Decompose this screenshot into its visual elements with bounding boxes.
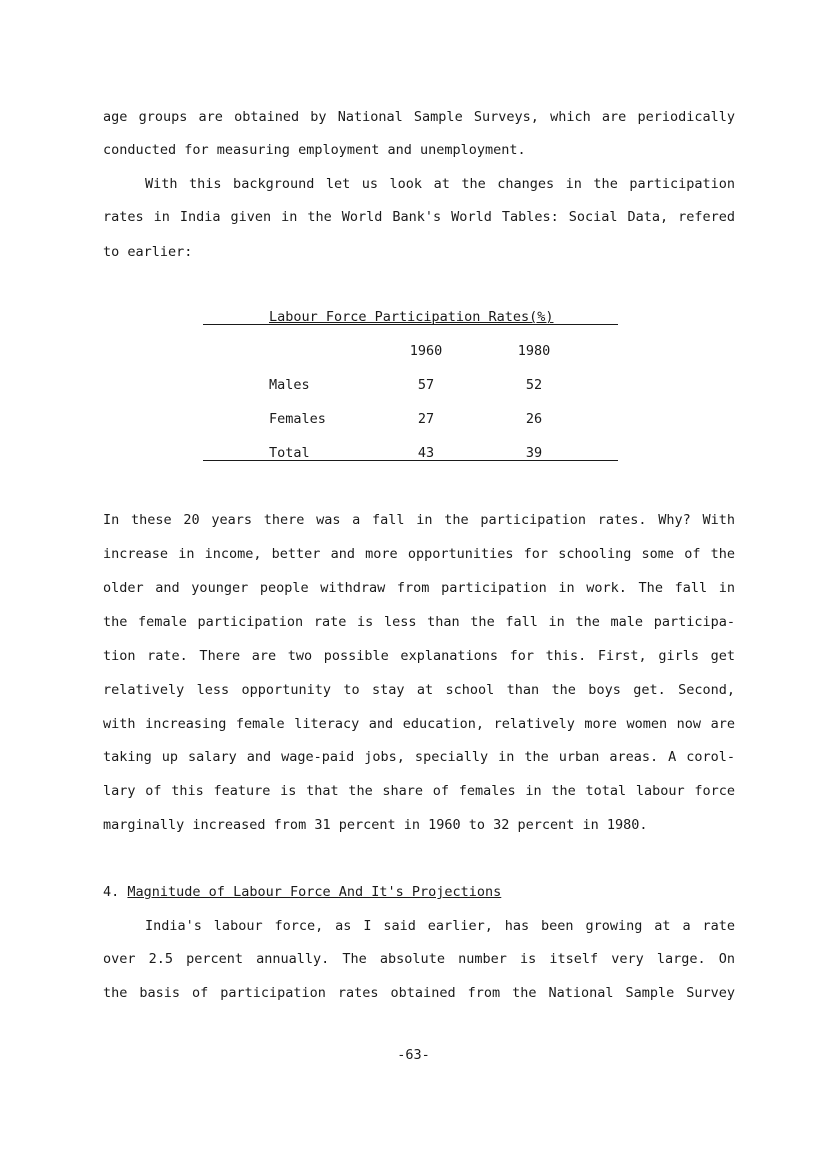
row-label: Total — [269, 445, 310, 461]
text-line: to earlier: — [103, 244, 193, 260]
text-line: tion rate. There are two possible explanations for this. First, girls get — [103, 648, 735, 664]
text-line: relatively less opportunity to stay at school than the boys get. Second, — [103, 682, 735, 698]
table-cell: 27 — [417, 411, 435, 427]
table-bottom-rule — [203, 460, 618, 461]
column-header: 1980 — [517, 343, 551, 359]
text-line: older and younger people withdraw from participation in work. The fall in — [103, 580, 735, 596]
table-title: Labour Force Participation Rates(%) — [269, 309, 554, 325]
table-cell: 43 — [417, 445, 435, 461]
table-cell: 39 — [525, 445, 543, 461]
text-line: lary of this feature is that the share of females in the total labour force — [103, 783, 735, 799]
text-line: rates in India given in the World Bank's World Tables: Social Data, refered — [103, 209, 735, 225]
participation-rates-table — [203, 306, 618, 464]
row-label: Females — [269, 411, 326, 427]
text-line: over 2.5 percent annually. The absolute number is itself very large. On — [103, 951, 735, 967]
text-line: with increasing female literacy and education, relatively more women now are — [103, 716, 735, 732]
text-line: the female participation rate is less than the fall in the male participa- — [103, 614, 735, 630]
table-cell: 57 — [417, 377, 435, 393]
table-top-rule — [203, 324, 618, 325]
section-number: 4. — [103, 884, 120, 900]
column-header: 1960 — [409, 343, 443, 359]
row-label: Males — [269, 377, 310, 393]
text-line: With this background let us look at the changes in the participation — [145, 176, 735, 192]
text-line: increase in income, better and more opportunities for schooling some of the — [103, 546, 735, 562]
text-line: conducted for measuring employment and unemployment. — [103, 142, 526, 158]
text-line: taking up salary and wage-paid jobs, specially in the urban areas. A corol- — [103, 749, 735, 765]
text-line: In these 20 years there was a fall in the participation rates. Why? With — [103, 512, 735, 528]
table-cell: 52 — [525, 377, 543, 393]
text-line: India's labour force, as I said earlier, has been growing at a rate — [145, 918, 735, 934]
section-heading — [103, 883, 735, 901]
text-line: marginally increased from 31 percent in 1960 to 32 percent in 1980. — [103, 817, 648, 833]
table-cell: 26 — [525, 411, 543, 427]
section-title: Magnitude of Labour Force And It's Projections — [127, 884, 502, 900]
text-line: the basis of participation rates obtained from the National Sample Survey — [103, 985, 735, 1001]
page-number: -63- — [397, 1047, 430, 1063]
text-line: age groups are obtained by National Sample Surveys, which are periodically — [103, 109, 735, 125]
